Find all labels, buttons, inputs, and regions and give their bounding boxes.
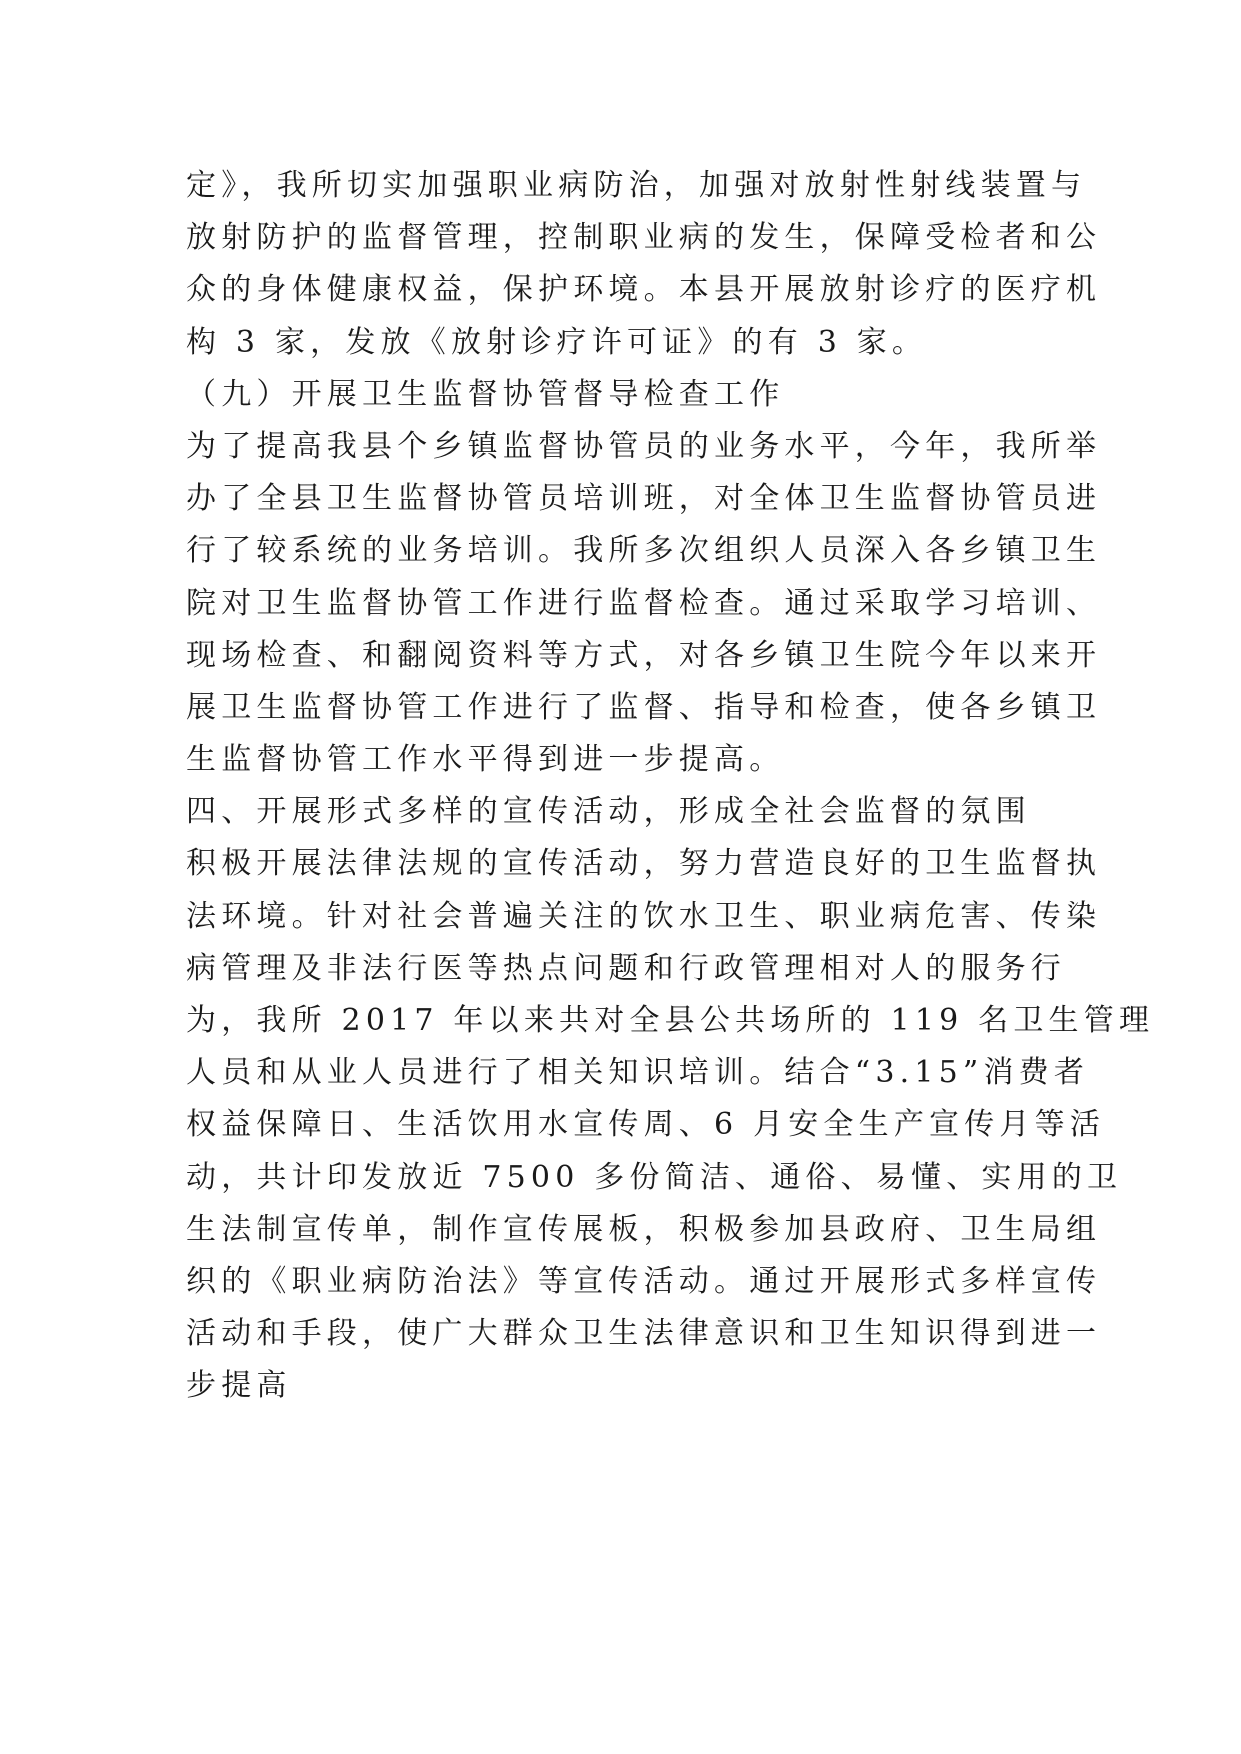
body-text [186,160,1155,1413]
section-heading: （九）开展卫生监督协管督导检查工作 [186,376,785,412]
text-line: 众的身体健康权益，保护环境。本县开展放射诊疗的医疗机 [186,272,1102,308]
text-line: 织的《职业病防治法》等宣传活动。通过开展形式多样宣传 [186,1263,1102,1299]
text-line: 放射防护的监督管理，控制职业病的发生，保障受检者和公 [186,220,1102,256]
text-line: 展卫生监督协管工作进行了监督、指导和检查，使各乡镇卫 [186,689,1102,725]
text-line: 权益保障日、生活饮用水宣传周、6 月安全生产宣传月等活 [186,1107,1106,1143]
text-line: 积极开展法律法规的宣传活动，努力营造良好的卫生监督执 [186,846,1102,882]
text-line: 现场检查、和翻阅资料等方式，对各乡镇卫生院今年以来开 [186,637,1102,673]
text-line: 病管理及非法行医等热点问题和行政管理相对人的服务行 [186,950,1066,986]
text-line: 动，共计印发放近 7500 多份简洁、通俗、易懂、实用的卫 [186,1159,1123,1195]
text-line: 为了提高我县个乡镇监督协管员的业务水平，今年，我所举 [186,428,1102,464]
text-line: 人员和从业人员进行了相关知识培训。结合“3.15”消费者 [186,1055,1090,1091]
text-line: 活动和手段，使广大群众卫生法律意识和卫生知识得到进一 [186,1316,1102,1352]
text-line: 院对卫生监督协管工作进行监督检查。通过采取学习培训、 [186,585,1102,621]
text-line: 法环境。针对社会普遍关注的饮水卫生、职业病危害、传染 [186,898,1102,934]
text-line: 行了较系统的业务培训。我所多次组织人员深入各乡镇卫生 [186,533,1102,569]
section-heading: 四、开展形式多样的宣传活动，形成全社会监督的氛围 [186,794,1031,830]
text-line: 定》，我所切实加强职业病防治，加强对放射性射线装置与 [186,168,1087,203]
text-line: 为，我所 2017 年以来共对全县公共场所的 119 名卫生管理 [186,1003,1155,1038]
text-line: 构 3 家，发放《放射诊疗许可证》的有 3 家。 [186,324,928,360]
text-line: 生监督协管工作水平得到进一步提高。 [186,742,785,778]
text-line: 步提高 [186,1368,292,1404]
text-line: 生法制宣传单，制作宣传展板，积极参加县政府、卫生局组 [186,1211,1102,1247]
text-line: 办了全县卫生监督协管员培训班，对全体卫生监督协管员进 [186,481,1102,517]
